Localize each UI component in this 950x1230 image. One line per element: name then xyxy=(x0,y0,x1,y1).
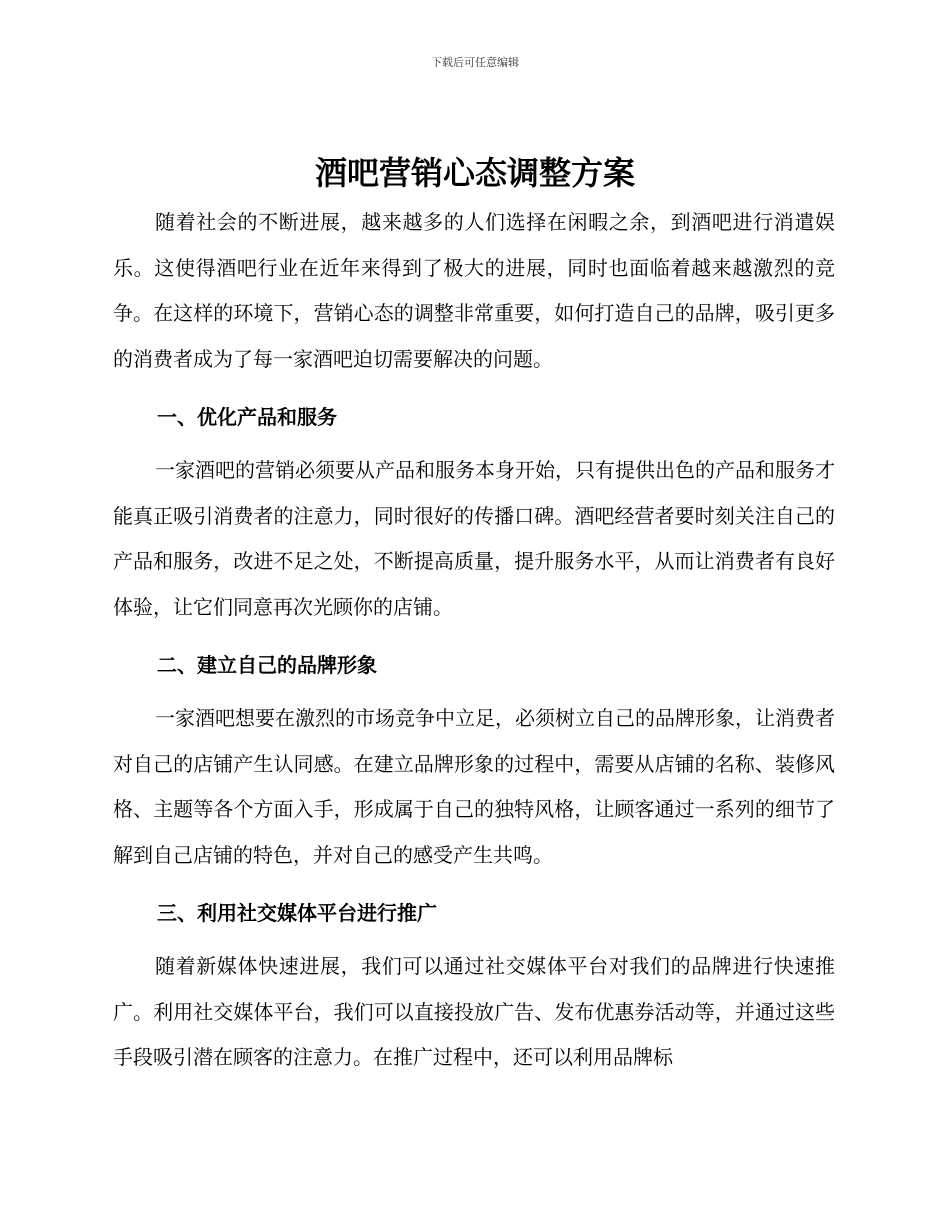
section-heading-3: 三、利用社交媒体平台进行推广 xyxy=(157,901,437,925)
section-paragraph-1: 一家酒吧的营销必须要从产品和服务本身开始，只有提供出色的产品和服务才能真正吸引消费者的注意力，同时很好的传播口碑。酒吧经营者要时刻关注自己的产品和服务，改进不足之处，不断提高质量，提升服务水平，从而让消费者有良好体验，让它们同意再次光顾你的店铺。 xyxy=(113,458,835,619)
header-note: 下载后可任意编辑 xyxy=(431,56,519,69)
intro-paragraph: 随着社会的不断进展，越来越多的人们选择在闲暇之余，到酒吧进行消遣娱乐。这使得酒吧行业在近年来得到了极大的进展，同时也面临着越来越激烈的竞争。在这样的环境下，营销心态的调整非常重要，如何打造自己的品牌，吸引更多的消费者成为了每一家酒吧迫切需要解决的问题。 xyxy=(113,210,835,371)
document-title: 酒吧营销心态调整方案 xyxy=(314,154,635,192)
section-paragraph-3: 随着新媒体快速进展，我们可以通过社交媒体平台对我们的品牌进行快速推广。利用社交媒体平台，我们可以直接投放广告、发布优惠券活动等，并通过这些手段吸引潜在顾客的注意力。在推广过程中，还可以利用品牌标 xyxy=(113,954,835,1069)
document-body xyxy=(113,200,835,1081)
section-heading-2: 二、建立自己的品牌形象 xyxy=(157,653,377,677)
section-paragraph-2: 一家酒吧想要在激烈的市场竞争中立足，必须树立自己的品牌形象，让消费者对自己的店铺产生认同感。在建立品牌形象的过程中，需要从店铺的名称、装修风格、主题等各个方面入手，形成属于自己的独特风格，让顾客通过一系列的细节了解到自己店铺的特色，并对自己的感受产生共鸣。 xyxy=(113,706,835,867)
section-heading-1: 一、优化产品和服务 xyxy=(157,405,337,429)
